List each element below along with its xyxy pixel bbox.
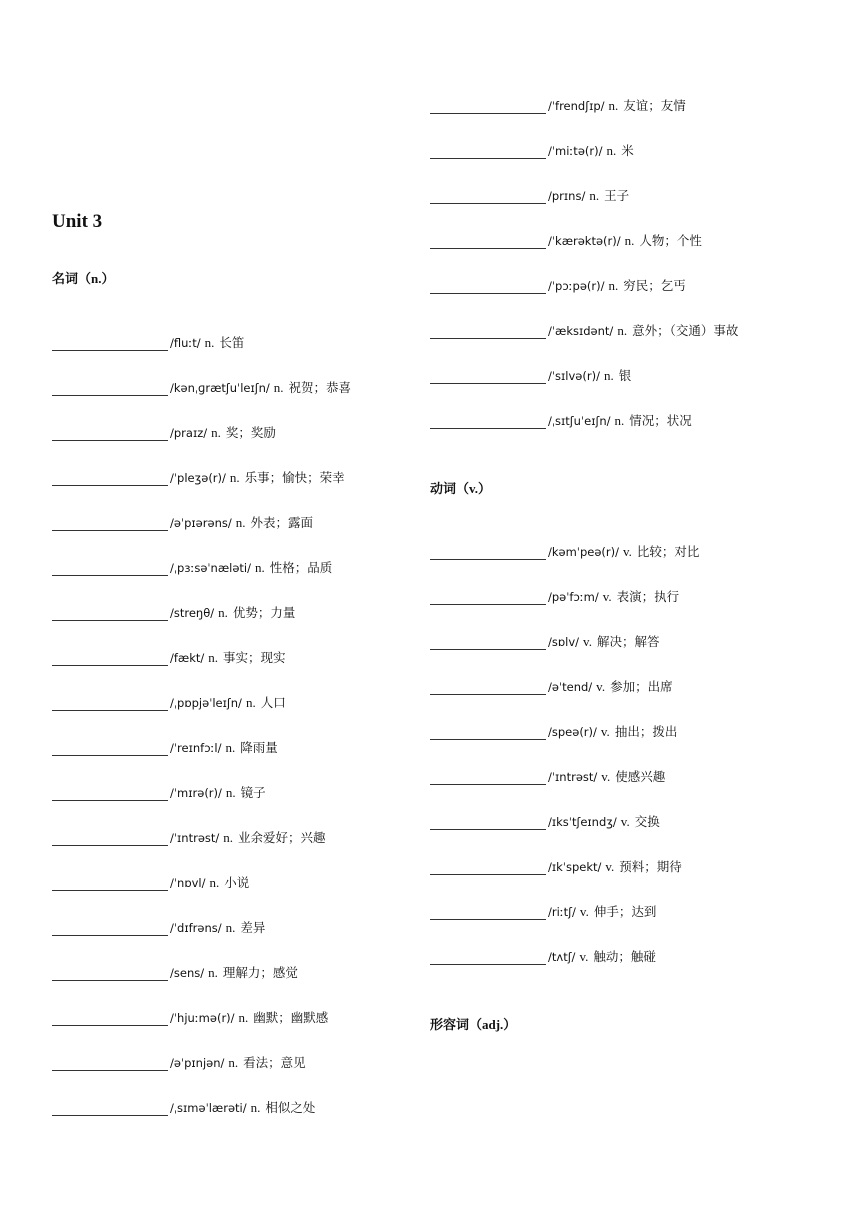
meaning: 差异 xyxy=(240,920,266,935)
part-of-speech: n. xyxy=(209,875,220,890)
vocab-entry xyxy=(52,331,244,351)
part-of-speech: v. xyxy=(596,679,606,694)
part-of-speech: n. xyxy=(608,278,619,293)
vocab-entry xyxy=(430,229,702,249)
answer-blank[interactable] xyxy=(52,426,168,441)
phonetic: /ˈɪntrəst/ xyxy=(548,770,598,784)
part-of-speech: n. xyxy=(228,1055,239,1070)
phonetic: /ˈmɪrə(r)/ xyxy=(170,786,222,800)
answer-blank[interactable] xyxy=(430,950,546,965)
part-of-speech: v. xyxy=(602,589,612,604)
part-of-speech: v. xyxy=(620,814,630,829)
part-of-speech: n. xyxy=(589,188,600,203)
phonetic: /ɪksˈtʃeɪndʒ/ xyxy=(548,815,617,829)
meaning: 伸手；达到 xyxy=(593,904,657,919)
answer-blank[interactable] xyxy=(52,381,168,396)
meaning: 表演；执行 xyxy=(616,589,680,604)
vocab-entry xyxy=(430,945,656,965)
phonetic: /ˈreɪnfɔːl/ xyxy=(170,741,222,755)
answer-blank[interactable] xyxy=(430,680,546,695)
part-of-speech: n. xyxy=(225,785,236,800)
meaning: 银 xyxy=(618,368,632,383)
part-of-speech: n. xyxy=(606,143,617,158)
vocab-entry xyxy=(430,630,659,650)
vocab-entry xyxy=(430,765,665,785)
answer-blank[interactable] xyxy=(52,516,168,531)
answer-blank[interactable] xyxy=(52,561,168,576)
part-of-speech: n. xyxy=(624,233,635,248)
vocab-entry xyxy=(430,855,682,875)
answer-blank[interactable] xyxy=(430,770,546,785)
answer-blank[interactable] xyxy=(52,336,168,351)
meaning: 优势；力量 xyxy=(232,605,296,620)
meaning: 奖；奖励 xyxy=(225,425,276,440)
phonetic: /fækt/ xyxy=(170,651,205,665)
meaning: 人物；个性 xyxy=(639,233,702,248)
meaning: 祝贺；恭喜 xyxy=(288,380,352,395)
phonetic: /sɒlv/ xyxy=(548,635,580,649)
part-of-speech: n. xyxy=(218,605,228,620)
meaning: 参加；出席 xyxy=(610,679,673,694)
answer-blank[interactable] xyxy=(52,1101,168,1116)
answer-blank[interactable] xyxy=(52,651,168,666)
meaning: 小说 xyxy=(224,875,250,890)
meaning: 王子 xyxy=(604,188,630,203)
meaning: 性格；品质 xyxy=(269,560,333,575)
vocab-entry xyxy=(52,871,249,891)
part-of-speech: v. xyxy=(579,949,589,964)
meaning: 幽默；幽默感 xyxy=(253,1010,329,1025)
part-of-speech: v. xyxy=(583,634,592,649)
phonetic: /prɪns/ xyxy=(548,189,586,203)
phonetic: /ˈpleʒə(r)/ xyxy=(170,471,226,485)
part-of-speech: n. xyxy=(614,413,625,428)
phonetic: /ˌpɜːsəˈnæləti/ xyxy=(170,561,251,575)
answer-blank[interactable] xyxy=(430,905,546,920)
part-of-speech: v. xyxy=(605,859,615,874)
answer-blank[interactable] xyxy=(430,324,546,339)
meaning: 友谊；友情 xyxy=(623,98,686,113)
vocab-entry xyxy=(430,675,673,695)
answer-blank[interactable] xyxy=(430,860,546,875)
part-of-speech: n. xyxy=(617,323,628,338)
section-heading-verbs: 动词（v.） xyxy=(430,481,492,496)
answer-blank[interactable] xyxy=(52,741,168,756)
vocab-entry xyxy=(430,364,631,384)
vocab-entry xyxy=(52,1051,306,1071)
vocab-entry xyxy=(430,900,656,920)
part-of-speech: n. xyxy=(245,695,256,710)
vocab-entry xyxy=(430,540,699,560)
part-of-speech: n. xyxy=(235,515,246,530)
phonetic: /ɪkˈspekt/ xyxy=(548,860,602,874)
phonetic: /streŋθ/ xyxy=(170,606,215,620)
part-of-speech: n. xyxy=(211,425,221,440)
vocab-entry xyxy=(52,781,266,801)
vocab-entry xyxy=(52,826,326,846)
meaning: 理解力；感觉 xyxy=(222,965,298,980)
vocab-entry xyxy=(52,691,286,711)
meaning: 镜子 xyxy=(240,785,266,800)
answer-blank[interactable] xyxy=(430,144,546,159)
phonetic: /ˌpɒpjəˈleɪʃn/ xyxy=(170,696,242,710)
vocab-entry xyxy=(52,961,298,981)
vocab-entry xyxy=(52,736,278,756)
part-of-speech: n. xyxy=(608,98,619,113)
phonetic: /tʌtʃ/ xyxy=(548,950,576,964)
part-of-speech: v. xyxy=(579,904,589,919)
meaning: 情况；状况 xyxy=(629,413,692,428)
phonetic: /kəmˈpeə(r)/ xyxy=(548,545,619,559)
vocab-entry xyxy=(430,585,679,605)
part-of-speech: n. xyxy=(208,965,218,980)
answer-blank[interactable] xyxy=(52,966,168,981)
phonetic: /ˈkærəktə(r)/ xyxy=(548,234,621,248)
answer-blank[interactable] xyxy=(52,696,168,711)
part-of-speech: n. xyxy=(225,920,236,935)
part-of-speech: n. xyxy=(238,1010,249,1025)
vocab-entry xyxy=(52,376,351,396)
part-of-speech: n. xyxy=(603,368,614,383)
meaning: 解决；解答 xyxy=(596,634,660,649)
answer-blank[interactable] xyxy=(52,1011,168,1026)
part-of-speech: v. xyxy=(623,544,632,559)
phonetic: /sens/ xyxy=(170,966,205,980)
vocab-entry xyxy=(52,556,332,576)
vocab-entry xyxy=(52,1096,315,1116)
answer-blank[interactable] xyxy=(430,369,546,384)
meaning: 相似之处 xyxy=(265,1100,316,1115)
vocab-entry xyxy=(430,409,692,429)
answer-blank[interactable] xyxy=(52,921,168,936)
phonetic: /kənˌɡrætʃuˈleɪʃn/ xyxy=(170,381,270,395)
meaning: 人口 xyxy=(260,695,286,710)
phonetic: /fluːt/ xyxy=(170,336,201,350)
vocab-entry xyxy=(430,810,660,830)
vocab-entry xyxy=(430,274,686,294)
meaning: 米 xyxy=(621,143,634,158)
answer-blank[interactable] xyxy=(430,414,546,429)
answer-blank[interactable] xyxy=(430,99,546,114)
meaning: 意外；（交通）事故 xyxy=(632,323,739,338)
phonetic: /ˈmiːtə(r)/ xyxy=(548,144,603,158)
phonetic: /ˈfrendʃɪp/ xyxy=(548,99,605,113)
vocab-entry xyxy=(430,319,738,339)
vocab-entry xyxy=(430,94,686,114)
phonetic: /ˈdɪfrəns/ xyxy=(170,921,222,935)
phonetic: /ˌsɪməˈlærəti/ xyxy=(170,1101,247,1115)
answer-blank[interactable] xyxy=(52,471,168,486)
meaning: 穷民；乞丐 xyxy=(623,278,686,293)
vocab-entry xyxy=(430,184,629,204)
meaning: 乐事；愉快；荣幸 xyxy=(244,470,345,485)
part-of-speech: n. xyxy=(204,335,215,350)
answer-blank[interactable] xyxy=(430,725,546,740)
meaning: 外表；露面 xyxy=(250,515,313,530)
part-of-speech: n. xyxy=(250,1100,261,1115)
part-of-speech: n. xyxy=(273,380,284,395)
meaning: 比较；对比 xyxy=(636,544,700,559)
phonetic: /ˈhjuːmə(r)/ xyxy=(170,1011,235,1025)
answer-blank[interactable] xyxy=(430,545,546,560)
answer-blank[interactable] xyxy=(52,876,168,891)
meaning: 长笛 xyxy=(219,335,245,350)
answer-blank[interactable] xyxy=(52,831,168,846)
vocab-entry xyxy=(52,646,286,666)
phonetic: /ˈsɪlvə(r)/ xyxy=(548,369,600,383)
section-heading-nouns: 名词（n.） xyxy=(52,271,115,286)
meaning: 触动；触碰 xyxy=(593,949,656,964)
meaning: 抽出；拨出 xyxy=(614,724,678,739)
meaning: 事实；现实 xyxy=(223,650,286,665)
meaning: 看法；意见 xyxy=(243,1055,306,1070)
phonetic: /ˈɪntrəst/ xyxy=(170,831,220,845)
part-of-speech: v. xyxy=(600,724,610,739)
phonetic: /speə(r)/ xyxy=(548,725,597,739)
unit-title: Unit 3 xyxy=(52,211,103,232)
phonetic: /ˈnɒvl/ xyxy=(170,876,206,890)
answer-blank[interactable] xyxy=(52,1056,168,1071)
meaning: 降雨量 xyxy=(240,740,278,755)
answer-blank[interactable] xyxy=(430,234,546,249)
answer-blank[interactable] xyxy=(430,189,546,204)
phonetic: /riːtʃ/ xyxy=(548,905,576,919)
phonetic: /ˈpɔːpə(r)/ xyxy=(548,279,605,293)
phonetic: /praɪz/ xyxy=(170,426,208,440)
section-heading-adjectives: 形容词（adj.） xyxy=(430,1017,517,1032)
part-of-speech: n. xyxy=(208,650,219,665)
vocab-entry xyxy=(52,916,265,936)
phonetic: /pəˈfɔːm/ xyxy=(548,590,599,604)
answer-blank[interactable] xyxy=(430,635,546,650)
answer-blank[interactable] xyxy=(52,606,168,621)
vocab-entry xyxy=(52,1006,328,1026)
phonetic: /ˌsɪtʃuˈeɪʃn/ xyxy=(548,414,611,428)
meaning: 交换 xyxy=(634,814,660,829)
phonetic: /əˈpɪərəns/ xyxy=(170,516,232,530)
vocab-entry xyxy=(430,720,677,740)
answer-blank[interactable] xyxy=(430,279,546,294)
answer-blank[interactable] xyxy=(430,815,546,830)
vocab-entry xyxy=(52,511,313,531)
meaning: 预料；期待 xyxy=(619,859,682,874)
phonetic: /əˈtend/ xyxy=(548,680,593,694)
part-of-speech: n. xyxy=(225,740,236,755)
answer-blank[interactable] xyxy=(52,786,168,801)
meaning: 业余爱好；兴趣 xyxy=(238,830,326,845)
answer-blank[interactable] xyxy=(430,590,546,605)
part-of-speech: v. xyxy=(601,769,611,784)
vocab-entry xyxy=(52,421,276,441)
phonetic: /ˈæksɪdənt/ xyxy=(548,324,614,338)
meaning: 使感兴趣 xyxy=(615,769,666,784)
vocab-entry xyxy=(52,601,295,621)
vocab-entry xyxy=(430,139,634,159)
vocab-entry xyxy=(52,466,345,486)
part-of-speech: n. xyxy=(254,560,265,575)
phonetic: /əˈpɪnjən/ xyxy=(170,1056,225,1070)
part-of-speech: n. xyxy=(229,470,240,485)
part-of-speech: n. xyxy=(223,830,234,845)
